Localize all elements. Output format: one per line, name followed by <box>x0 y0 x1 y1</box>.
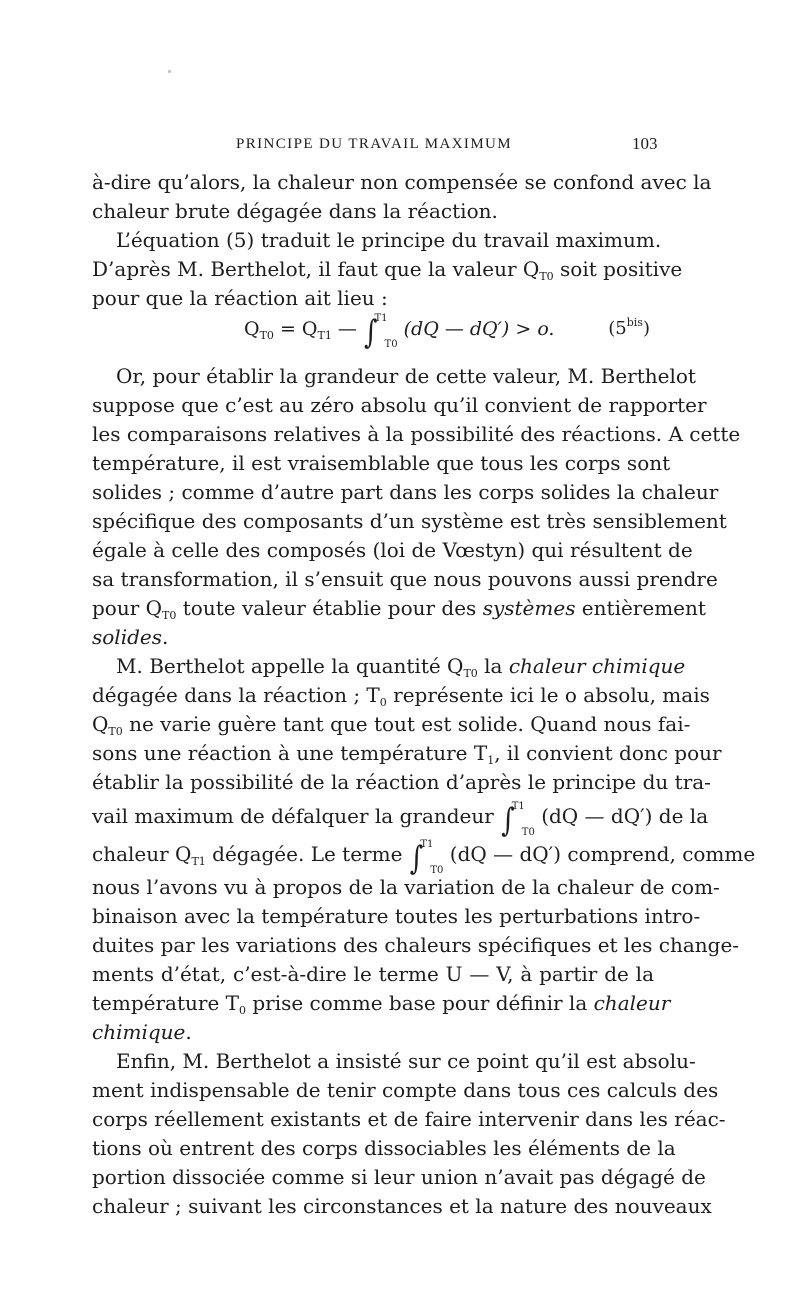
text-line: ment indispensable de tenir compte dans tous ces calculs des <box>92 1078 719 1102</box>
text-line: duites par les variations des chaleurs spécifiques et les change- <box>92 933 740 957</box>
text-line: vail maximum de défalquer la grandeur ∫$^{T1}_{T0}$ (dQ — dQ′) de la <box>92 797 654 835</box>
text-line: sons une réaction à une température $T_1$, il convient donc pour <box>92 741 722 767</box>
equation-5bis <box>92 310 654 350</box>
text-line: les comparaisons relatives à la possibilité des réactions. A cette <box>92 422 741 446</box>
text-line: portion dissociée comme si leur union n’avait pas dégagé de <box>92 1165 706 1189</box>
text-line: binaison avec la température toutes les perturbations intro- <box>92 904 701 928</box>
ink-speck <box>168 70 171 73</box>
text-line: ments d’état, c’est-à-dire le terme U — V, à partir de la <box>92 962 654 986</box>
text-line: Or, pour établir la grandeur de cette valeur, M. Berthelot <box>116 364 696 388</box>
text-line: température, il est vraisemblable que tous les corps sont <box>92 451 671 475</box>
text-line: $Q_{T0}$ ne varie guère tant que tout est solide. Quand nous fai- <box>92 712 691 738</box>
text-block-top <box>92 168 712 313</box>
page-number: 103 <box>632 134 658 153</box>
text-block-main <box>92 362 756 1221</box>
text-line: chaleur brute dégagée dans la réaction. <box>92 199 498 223</box>
text-line: égale à celle des composés (loi de Vœstyn) qui résultent de <box>92 538 693 562</box>
text-line: D’après M. Berthelot, il faut que la valeur $Q_{T0}$ soit positive <box>92 257 683 283</box>
text-line: chaleur ; suivant les circonstances et la nature des nouveaux <box>92 1194 712 1218</box>
text-line: pour que la réaction ait lieu : <box>92 286 388 310</box>
text-line: température $T_0$ prise comme base pour définir la chaleur <box>92 991 671 1017</box>
text-line: suppose que c’est au zéro absolu qu’il convient de rapporter <box>92 393 707 417</box>
text-line: tions où entrent des corps dissociables les éléments de la <box>92 1136 676 1160</box>
integral-sign: ∫ <box>409 840 424 878</box>
text-line: à-dire qu’alors, la chaleur non compensée se confond avec la <box>92 170 712 194</box>
text-line: L’équation (5) traduit le principe du travail maximum. <box>116 228 662 252</box>
text-line: chaleur $Q_{T1}$ dégagée. Le terme ∫$^{T1}_{T0}$ (dQ — dQ′) comprend, comme <box>92 835 654 873</box>
text-line: Enfin, M. Berthelot a insisté sur ce point qu’il est absolu- <box>116 1049 696 1073</box>
integral-sign: ∫ <box>501 802 515 840</box>
text-line: pour $Q_{T0}$ toute valeur établie pour des systèmes entièrement <box>92 596 706 622</box>
text-line: établir la possibilité de la réaction d’après le principe du tra- <box>92 770 711 794</box>
integral-sign: ∫ <box>363 314 378 352</box>
text-line: corps réellement existants et de faire intervenir dans les réac- <box>92 1107 726 1131</box>
text-line: M. Berthelot appelle la quantité $Q_{T0}$ la chaleur chimique <box>116 654 686 680</box>
text-line: spécifique des composants d’un système est très sensiblement <box>92 509 727 533</box>
equation-number: $(5^{bis})$ <box>608 316 650 339</box>
equation-body: $Q_{T0} = Q_{T1}$ — ∫$^{T1}_{T0}$ (dQ — dQ′) > o. <box>244 313 555 352</box>
text-line: sa transformation, il s’ensuit que nous pouvons aussi prendre <box>92 567 718 591</box>
text-line: chimique. <box>92 1020 192 1044</box>
text-line: solides ; comme d’autre part dans les corps solides la chaleur <box>92 480 719 504</box>
text-line: nous l’avons vu à propos de la variation de la chaleur de com- <box>92 875 720 899</box>
running-title: PRINCIPE DU TRAVAIL MAXIMUM <box>236 136 513 152</box>
text-line: solides. <box>92 625 169 649</box>
text-line: dégagée dans la réaction ; $T_0$ représente ici le o absolu, mais <box>92 683 710 709</box>
